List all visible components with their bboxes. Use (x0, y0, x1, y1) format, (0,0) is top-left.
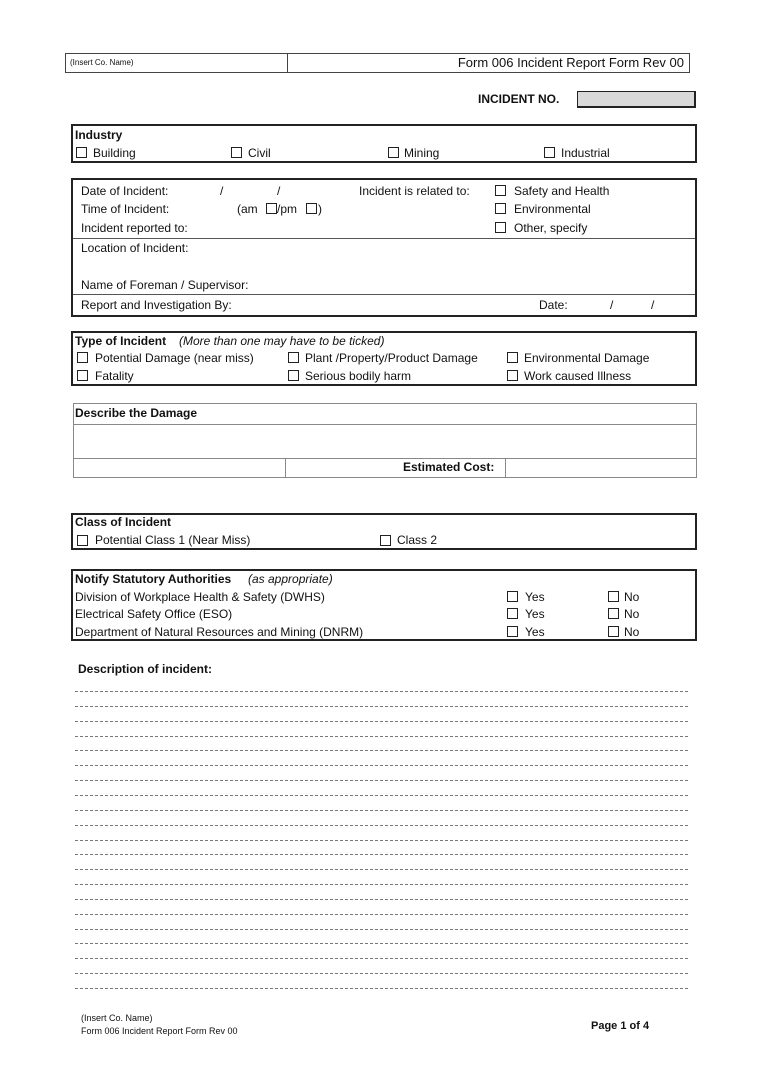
incident-no-field[interactable] (577, 91, 696, 108)
related-safety-label: Safety and Health (514, 184, 610, 198)
type-property-damage-label: Plant /Property/Product Damage (305, 351, 478, 365)
description-line[interactable] (75, 899, 688, 900)
type-near-miss-label: Potential Damage (near miss) (95, 351, 254, 365)
related-to-label: Incident is related to: (359, 184, 470, 198)
industry-building-label: Building (93, 146, 136, 160)
related-safety-checkbox[interactable] (495, 185, 506, 196)
industry-building-checkbox[interactable] (76, 147, 87, 158)
related-environmental-label: Environmental (514, 202, 591, 216)
description-line[interactable] (75, 736, 688, 737)
location-label: Location of Incident: (81, 241, 189, 255)
time-label: Time of Incident: (81, 202, 170, 216)
eso-yes-checkbox[interactable] (507, 608, 518, 619)
description-line[interactable] (75, 988, 688, 989)
details-divider (73, 294, 695, 295)
description-line[interactable] (75, 691, 688, 692)
class-2-label: Class 2 (397, 533, 438, 547)
pm-label: /pm (277, 202, 298, 216)
description-line[interactable] (75, 840, 688, 841)
description-line[interactable] (75, 795, 688, 796)
authority-dwhs-label: Division of Workplace Health & Safety (DWHS) (75, 590, 325, 604)
incident-no-label: INCIDENT NO. (478, 92, 560, 106)
description-line[interactable] (75, 854, 688, 855)
industry-civil-checkbox[interactable] (231, 147, 242, 158)
details-divider (73, 238, 695, 239)
notify-note: (as appropriate) (248, 572, 333, 586)
dwhs-no-checkbox[interactable] (608, 591, 619, 602)
description-line[interactable] (75, 750, 688, 751)
authority-dnrm-label: Department of Natural Resources and Mining (DNRM) (75, 625, 364, 639)
foreman-label: Name of Foreman / Supervisor: (81, 278, 249, 292)
type-fatality-label: Fatality (95, 369, 134, 383)
related-other-label: Other, specify (514, 221, 588, 235)
related-environmental-checkbox[interactable] (495, 203, 506, 214)
eso-no-checkbox[interactable] (608, 608, 619, 619)
report-date-label: Date: (539, 298, 568, 312)
eso-yes-label: Yes (525, 607, 545, 621)
description-line[interactable] (75, 914, 688, 915)
industry-industrial-checkbox[interactable] (544, 147, 555, 158)
type-environmental-label: Environmental Damage (524, 351, 650, 365)
type-property-damage-checkbox[interactable] (288, 352, 299, 363)
notify-title: Notify Statutory Authorities (75, 572, 232, 586)
description-line[interactable] (75, 721, 688, 722)
dwhs-yes-checkbox[interactable] (507, 591, 518, 602)
type-illness-label: Work caused Illness (524, 369, 632, 383)
time-close-paren: ) (318, 202, 322, 216)
type-environmental-checkbox[interactable] (507, 352, 518, 363)
description-line[interactable] (75, 943, 688, 944)
industry-civil-label: Civil (248, 146, 271, 160)
pm-checkbox[interactable] (306, 203, 317, 214)
reported-to-label: Incident reported to: (81, 221, 188, 235)
description-line[interactable] (75, 929, 688, 930)
industry-mining-checkbox[interactable] (388, 147, 399, 158)
type-bodily-harm-checkbox[interactable] (288, 370, 299, 381)
estimated-cost-field[interactable] (506, 459, 696, 477)
header-form-title: Form 006 Incident Report Form Rev 00 (457, 55, 684, 70)
date-separator: / (220, 184, 224, 198)
description-line[interactable] (75, 780, 688, 781)
date-label: Date of Incident: (81, 184, 169, 198)
damage-title: Describe the Damage (75, 406, 198, 420)
type-fatality-checkbox[interactable] (77, 370, 88, 381)
industry-title: Industry (75, 128, 123, 142)
am-label: (am (237, 202, 258, 216)
class-1-checkbox[interactable] (77, 535, 88, 546)
header-divider (287, 53, 288, 73)
header-company: (Insert Co. Name) (70, 58, 134, 67)
date-separator: / (651, 298, 655, 312)
footer-company: (Insert Co. Name) (81, 1013, 153, 1023)
damage-description-field[interactable] (74, 425, 696, 457)
dwhs-no-label: No (624, 590, 640, 604)
description-line[interactable] (75, 810, 688, 811)
class-2-checkbox[interactable] (380, 535, 391, 546)
authority-eso-label: Electrical Safety Office (ESO) (75, 607, 233, 621)
description-line[interactable] (75, 884, 688, 885)
am-checkbox[interactable] (266, 203, 277, 214)
dnrm-yes-checkbox[interactable] (507, 626, 518, 637)
damage-divider (285, 458, 286, 478)
eso-no-label: No (624, 607, 640, 621)
date-separator: / (610, 298, 614, 312)
dnrm-yes-label: Yes (525, 625, 545, 639)
page-number: Page 1 of 4 (591, 1020, 650, 1032)
type-near-miss-checkbox[interactable] (77, 352, 88, 363)
footer-form-title: Form 006 Incident Report Form Rev 00 (81, 1026, 238, 1036)
dnrm-no-label: No (624, 625, 640, 639)
description-line[interactable] (75, 973, 688, 974)
estimated-cost-label: Estimated Cost: (403, 460, 495, 474)
description-line[interactable] (75, 765, 688, 766)
type-bodily-harm-label: Serious bodily harm (305, 369, 412, 383)
dwhs-yes-label: Yes (525, 590, 545, 604)
date-separator: / (277, 184, 281, 198)
related-other-checkbox[interactable] (495, 222, 506, 233)
type-illness-checkbox[interactable] (507, 370, 518, 381)
industry-industrial-label: Industrial (561, 146, 610, 160)
report-by-label: Report and Investigation By: (81, 298, 232, 312)
description-line[interactable] (75, 958, 688, 959)
dnrm-no-checkbox[interactable] (608, 626, 619, 637)
description-line[interactable] (75, 869, 688, 870)
class-title: Class of Incident (75, 515, 172, 529)
type-title: Type of Incident (75, 334, 167, 348)
class-1-label: Potential Class 1 (Near Miss) (95, 533, 251, 547)
description-line[interactable] (75, 825, 688, 826)
description-label: Description of incident: (78, 662, 213, 676)
type-note: (More than one may have to be ticked) (179, 334, 385, 348)
industry-mining-label: Mining (404, 146, 440, 160)
description-line[interactable] (75, 706, 688, 707)
